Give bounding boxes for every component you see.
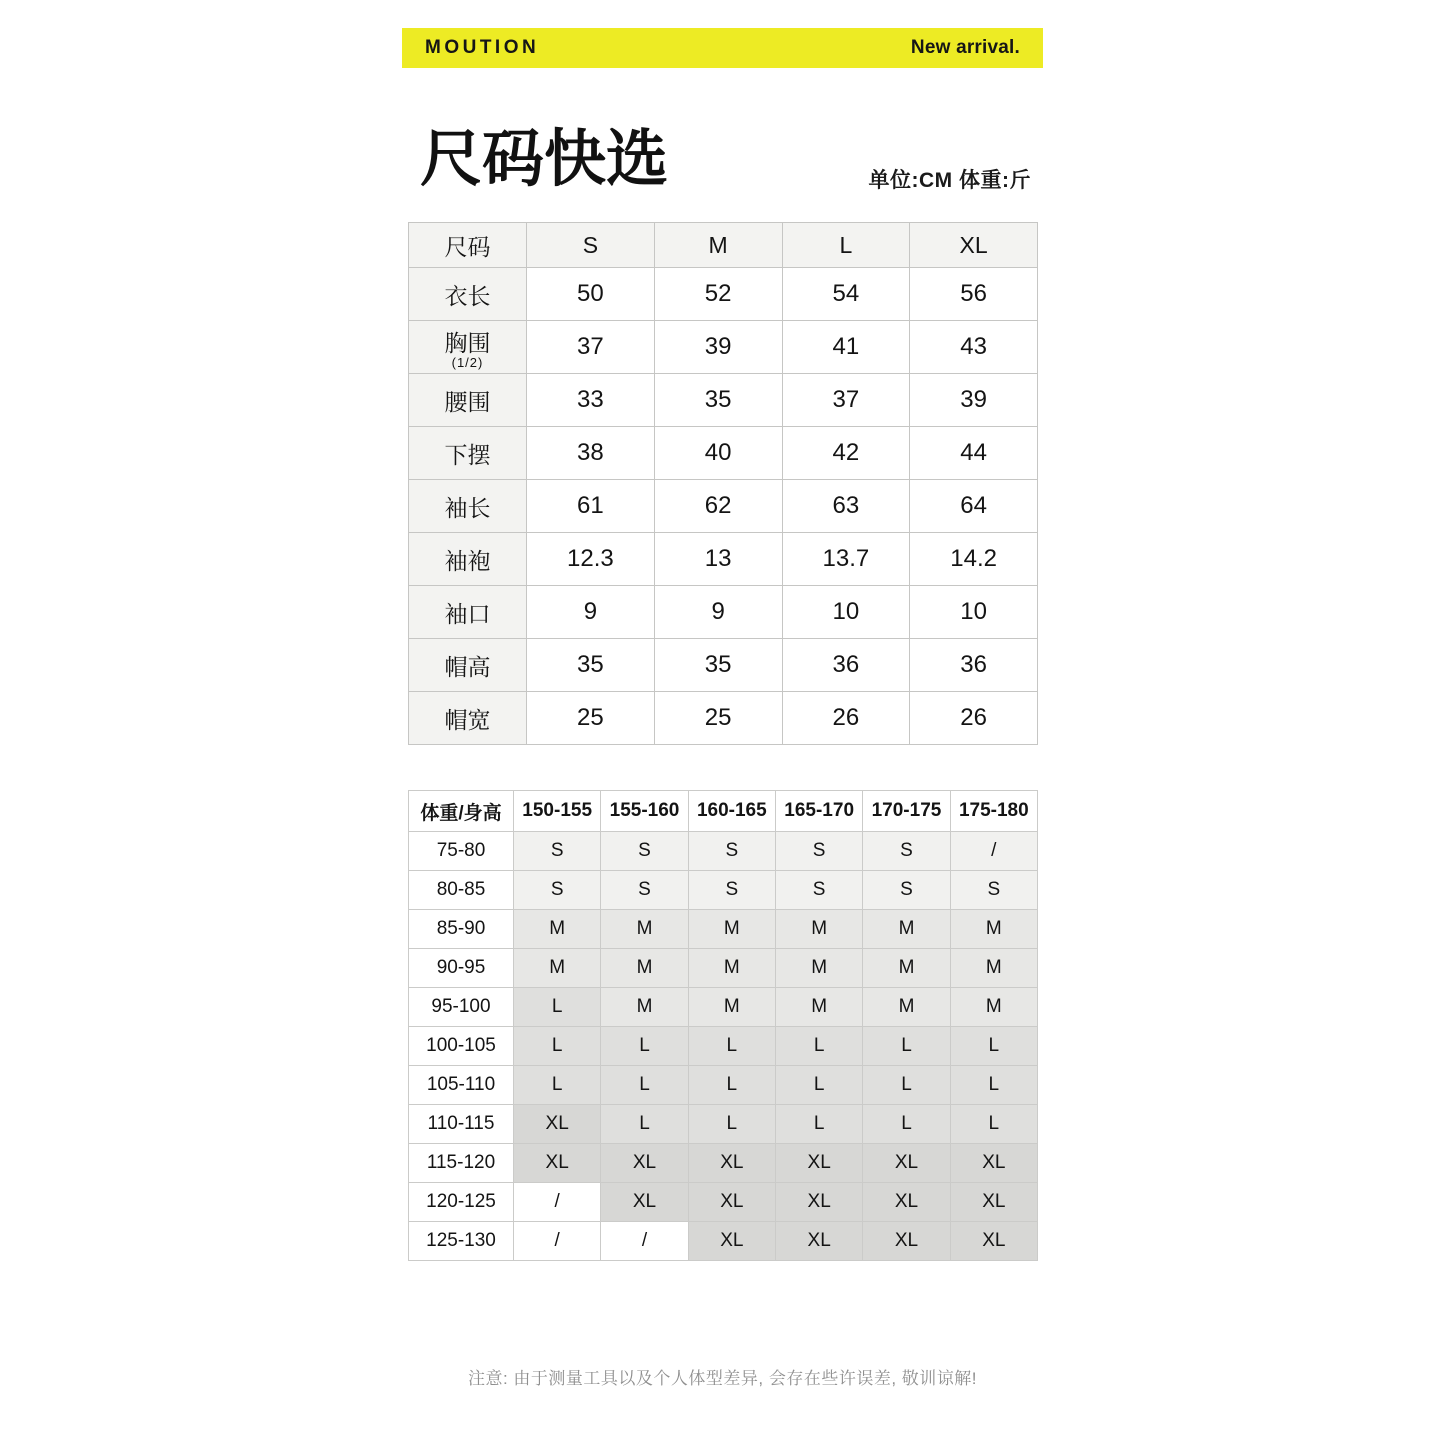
table-cell: 10 [782,586,910,639]
table-cell: 56 [910,268,1038,321]
column-header: L [782,223,910,268]
table-cell: / [601,1222,688,1261]
table-cell: XL [775,1144,862,1183]
table-row [409,586,1038,639]
row-label: 95-100 [409,988,514,1027]
table-cell: 35 [654,374,782,427]
table-row [409,871,1038,910]
table-cell: XL [863,1183,950,1222]
table-cell: S [950,871,1037,910]
row-label: 90-95 [409,949,514,988]
table-cell: 39 [654,321,782,374]
table-cell: L [863,1027,950,1066]
weight-height-fit-table [408,790,1038,1261]
table-cell: L [775,1066,862,1105]
table-cell: S [601,832,688,871]
row-label: 105-110 [409,1066,514,1105]
row-label: 75-80 [409,832,514,871]
column-header: XL [910,223,1038,268]
table-row [409,1222,1038,1261]
page-title: 尺码快选 [420,125,669,194]
table-cell: 61 [527,480,655,533]
row-label: 袖袍 [409,533,527,586]
table-cell: 50 [527,268,655,321]
table-cell: 33 [527,374,655,427]
table-cell: 25 [654,692,782,745]
table-cell: S [514,871,601,910]
table-cell: S [863,832,950,871]
table-cell: M [514,910,601,949]
table-row [409,223,1038,268]
table-cell: M [950,910,1037,949]
size-measurement-table [408,222,1038,745]
column-header: M [654,223,782,268]
column-header: S [527,223,655,268]
table-cell: M [775,988,862,1027]
column-header: 165-170 [775,791,862,832]
row-label: 85-90 [409,910,514,949]
table-cell: 36 [782,639,910,692]
fit-table-header [409,791,1038,832]
table-row [409,988,1038,1027]
row-label: 125-130 [409,1222,514,1261]
table-cell: 13.7 [782,533,910,586]
table-cell: L [514,1027,601,1066]
table-row [409,268,1038,321]
table-row [409,1183,1038,1222]
table-cell: 35 [654,639,782,692]
column-header: 尺码 [409,223,527,268]
table-cell: S [688,871,775,910]
table-cell: L [601,1066,688,1105]
table-cell: L [775,1105,862,1144]
brand-bar [402,28,1043,68]
table-row [409,639,1038,692]
table-cell: XL [688,1144,775,1183]
table-cell: L [601,1105,688,1144]
table-cell: 44 [910,427,1038,480]
row-label: 110-115 [409,1105,514,1144]
column-header: 体重/身高 [409,791,514,832]
table-cell: 41 [782,321,910,374]
table-cell: L [950,1066,1037,1105]
table-cell: L [863,1105,950,1144]
table-cell: 52 [654,268,782,321]
table-cell: 40 [654,427,782,480]
table-row [409,791,1038,832]
row-label-text: 胸围 [444,329,491,356]
footer-note: 注意: 由于测量工具以及个人体型差异, 会存在些许误差, 敬训谅解! [467,1369,978,1388]
table-cell: 9 [654,586,782,639]
table-cell: M [688,988,775,1027]
table-cell: 62 [654,480,782,533]
brand-tagline: New arrival. [910,37,1020,58]
table-cell: 9 [527,586,655,639]
table-cell: XL [514,1144,601,1183]
table-cell: XL [514,1105,601,1144]
table-row [409,427,1038,480]
table-cell: 14.2 [910,533,1038,586]
table-cell: 26 [910,692,1038,745]
table-cell: 26 [782,692,910,745]
unit-note: 单位:CM 体重:斤 [868,169,1031,192]
table-cell: M [601,949,688,988]
table-cell: 35 [527,639,655,692]
table-cell: S [601,871,688,910]
table-cell: M [601,910,688,949]
table-cell: L [688,1027,775,1066]
table-cell: 64 [910,480,1038,533]
column-header: 150-155 [514,791,601,832]
table-cell: M [688,949,775,988]
table-cell: L [688,1105,775,1144]
row-label: 115-120 [409,1144,514,1183]
row-label: 80-85 [409,871,514,910]
table-cell: L [688,1066,775,1105]
table-cell: M [863,910,950,949]
table-cell: 37 [527,321,655,374]
table-row [409,1027,1038,1066]
table-cell: 43 [910,321,1038,374]
column-header: 160-165 [688,791,775,832]
table-cell: S [863,871,950,910]
table-cell: M [950,988,1037,1027]
table-cell: 54 [782,268,910,321]
table-cell: 63 [782,480,910,533]
table-cell: 42 [782,427,910,480]
table-cell: M [514,949,601,988]
table-cell: XL [863,1144,950,1183]
table-row [409,321,1038,374]
table-row [409,910,1038,949]
table-cell: / [950,832,1037,871]
row-label: 下摆 [409,427,527,480]
table-cell: 10 [910,586,1038,639]
table-cell: S [775,832,862,871]
table-cell: M [863,988,950,1027]
table-cell: XL [775,1183,862,1222]
row-sublabel: (1/2) [451,354,484,370]
row-label: 帽高 [409,639,527,692]
size-table-header [409,223,1038,268]
table-cell: XL [863,1222,950,1261]
table-cell: M [775,949,862,988]
table-row [409,1144,1038,1183]
table-cell: XL [688,1222,775,1261]
table-cell: L [514,1066,601,1105]
table-cell: L [950,1105,1037,1144]
row-label: 袖长 [409,480,527,533]
table-row [409,533,1038,586]
table-cell: 12.3 [527,533,655,586]
row-label: 衣长 [409,268,527,321]
table-cell: XL [950,1222,1037,1261]
brand-logo: MOUTION [425,37,540,58]
table-cell: XL [688,1183,775,1222]
table-cell: XL [950,1144,1037,1183]
table-row [409,692,1038,745]
table-cell: M [601,988,688,1027]
table-cell: 38 [527,427,655,480]
table-cell: 36 [910,639,1038,692]
table-cell: M [775,910,862,949]
table-row [409,374,1038,427]
table-row [409,832,1038,871]
table-row [409,1066,1038,1105]
table-cell: / [514,1183,601,1222]
table-cell: XL [601,1144,688,1183]
row-label: 100-105 [409,1027,514,1066]
row-label: 袖口 [409,586,527,639]
table-cell: / [514,1222,601,1261]
column-header: 155-160 [601,791,688,832]
table-cell: 25 [527,692,655,745]
row-label: 120-125 [409,1183,514,1222]
column-header: 170-175 [863,791,950,832]
table-cell: S [688,832,775,871]
row-label: 帽宽 [409,692,527,745]
table-cell: L [950,1027,1037,1066]
table-cell: L [601,1027,688,1066]
table-cell: 39 [910,374,1038,427]
table-cell: M [688,910,775,949]
table-cell: 13 [654,533,782,586]
table-row [409,1105,1038,1144]
table-cell: L [863,1066,950,1105]
table-cell: 37 [782,374,910,427]
table-cell: L [514,988,601,1027]
row-label [409,321,527,374]
table-cell: L [775,1027,862,1066]
table-cell: S [775,871,862,910]
table-cell: XL [601,1183,688,1222]
column-header: 175-180 [950,791,1037,832]
table-cell: XL [775,1222,862,1261]
table-row [409,949,1038,988]
row-label: 腰围 [409,374,527,427]
table-cell: M [863,949,950,988]
table-cell: XL [950,1183,1037,1222]
table-cell: S [514,832,601,871]
table-cell: M [950,949,1037,988]
table-row [409,480,1038,533]
